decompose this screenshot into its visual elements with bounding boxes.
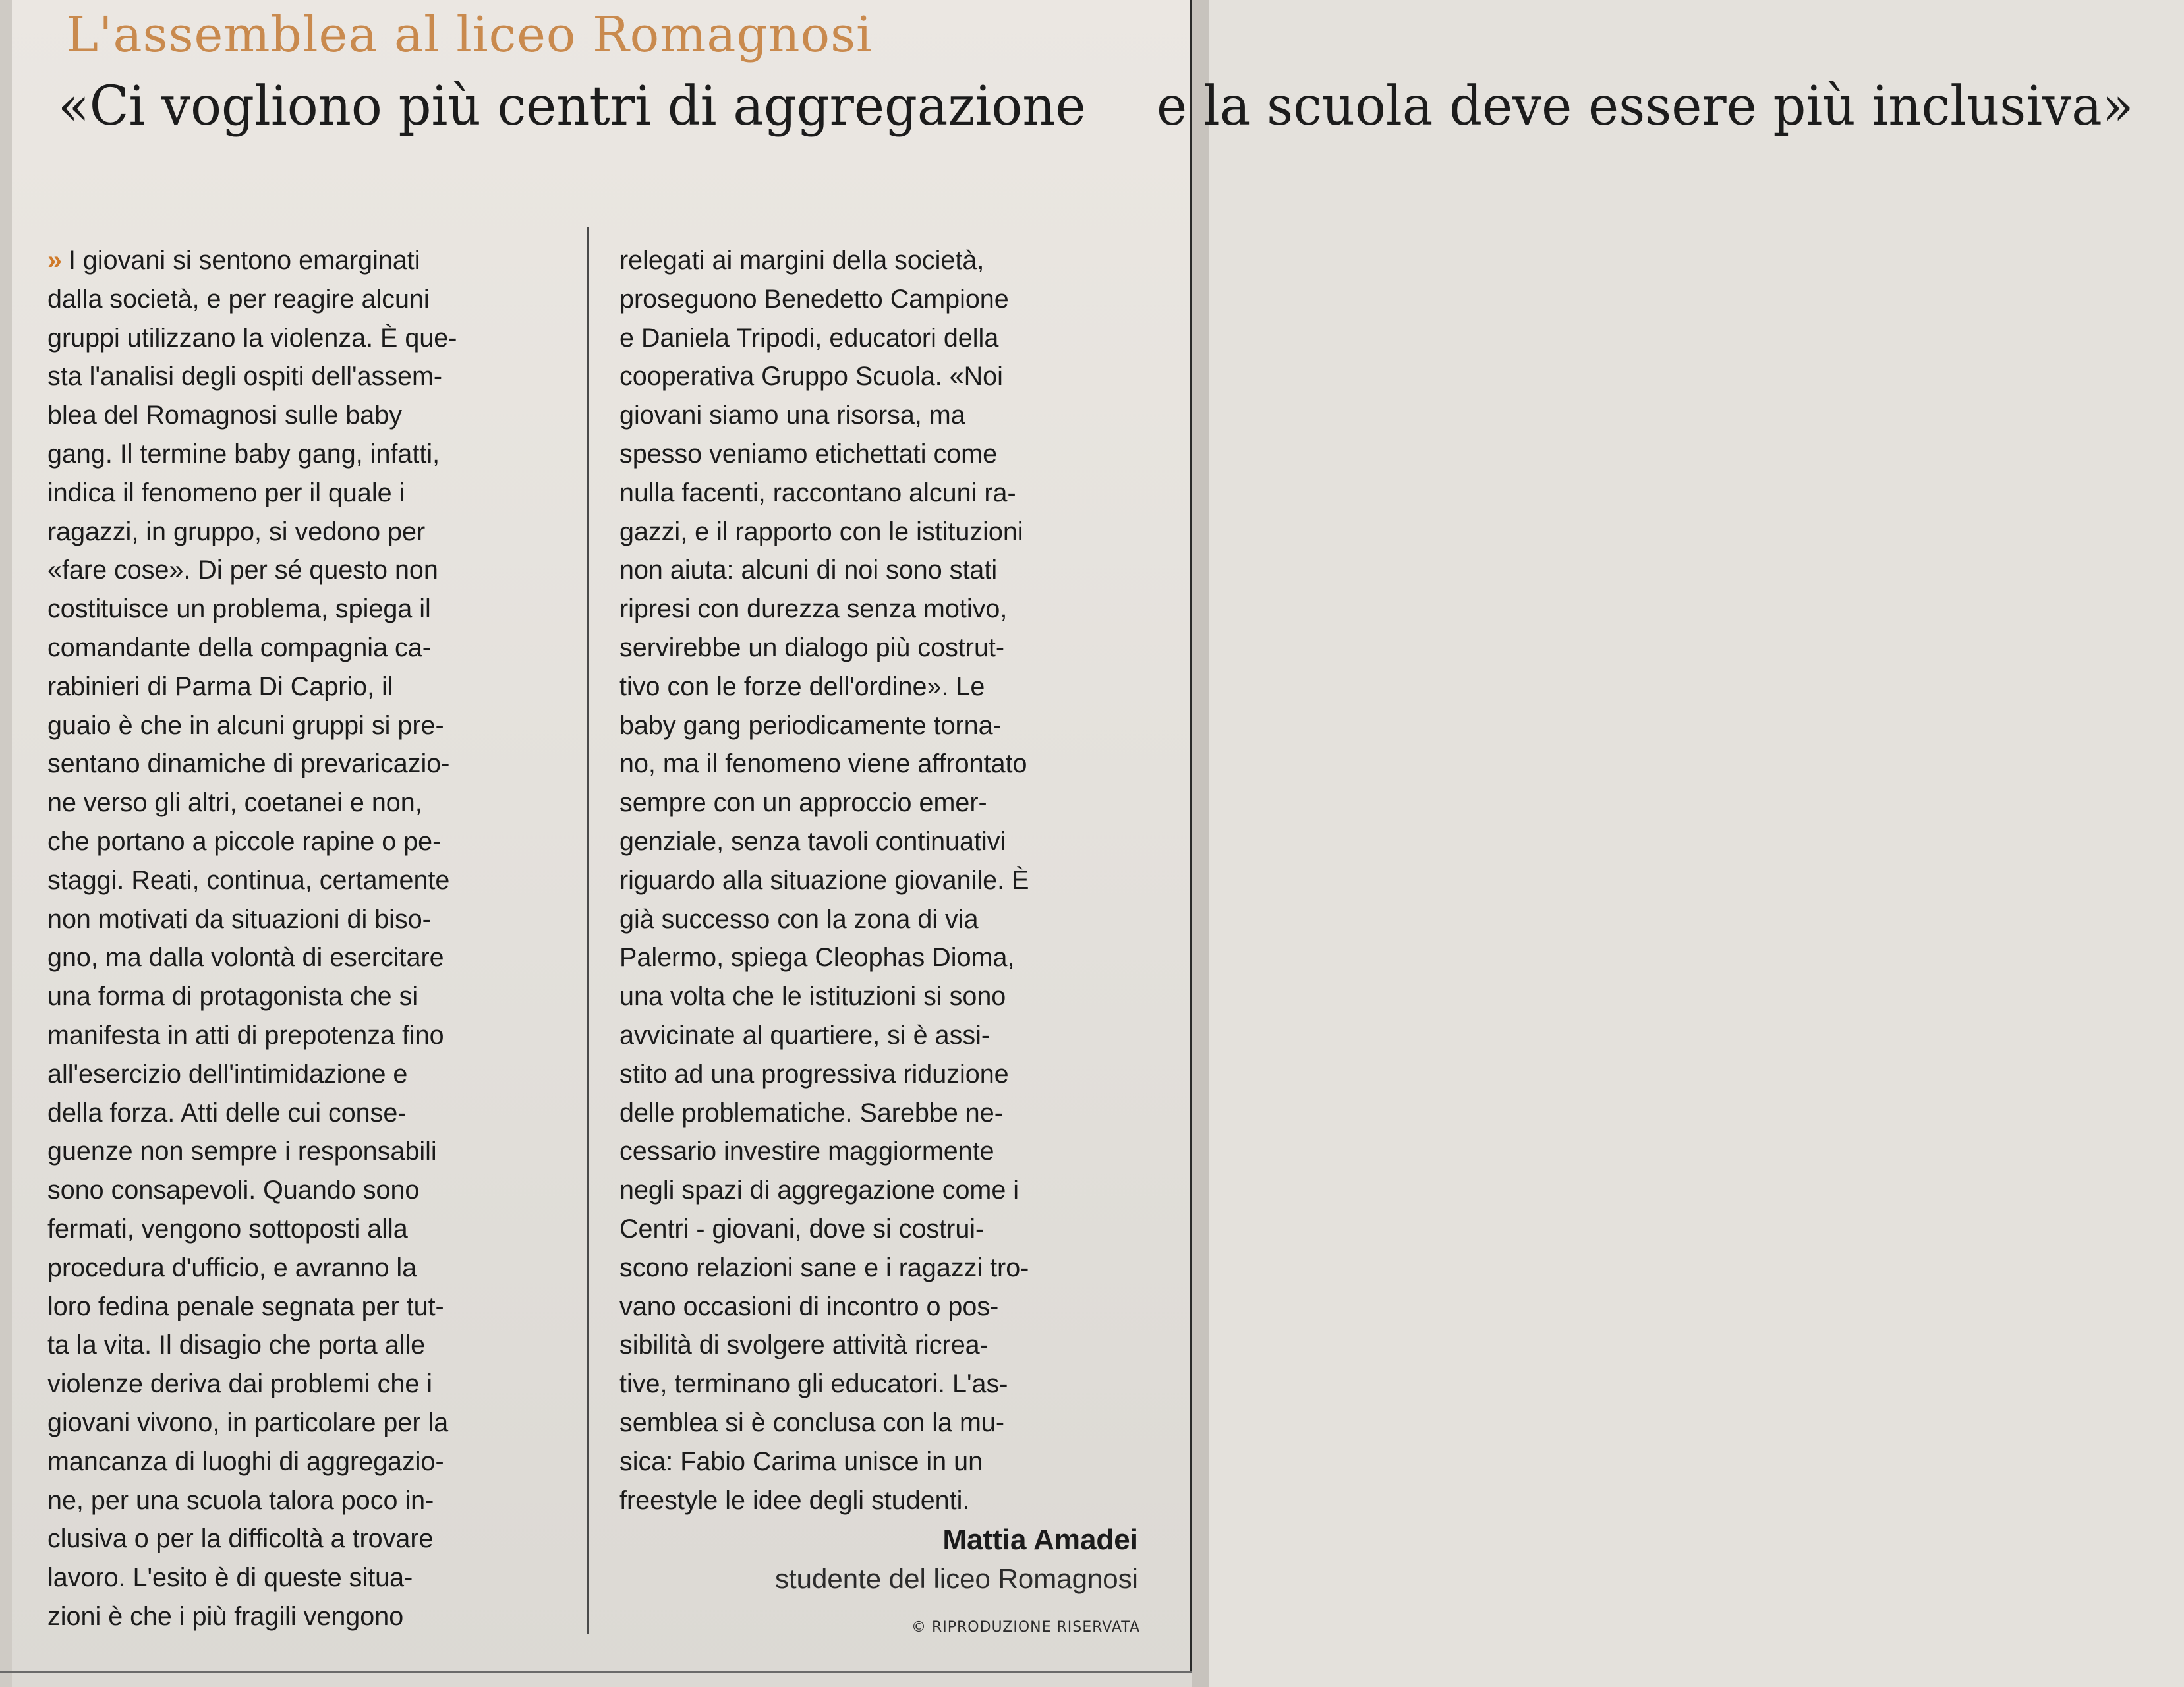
- text-line: ragazzi, in gruppo, si vedono per: [47, 517, 426, 546]
- text-line: sentano dinamiche di prevaricazio-: [47, 749, 450, 779]
- text-line: lavoro. L'esito è di queste situa-: [47, 1563, 413, 1593]
- byline-role: studente del liceo Romagnosi: [774, 1563, 1138, 1594]
- text-line: proseguono Benedetto Campione: [619, 284, 1009, 314]
- text-line: giovani siamo una risorsa, ma: [619, 401, 965, 430]
- text-line: già successo con la zona di via: [619, 904, 979, 934]
- headline-line: e la scuola deve essere più inclusiva»: [1156, 75, 2134, 138]
- text-line: baby gang periodicamente torna-: [619, 710, 1002, 740]
- text-line: fermati, vengono sottoposti alla: [47, 1214, 408, 1244]
- article-column-right: [619, 241, 1029, 1520]
- text-line: mancanza di luoghi di aggregazio-: [47, 1446, 444, 1476]
- text-line: staggi. Reati, continua, certamente: [47, 865, 450, 895]
- text-line: clusiva o per la difficoltà a trovare: [47, 1524, 434, 1554]
- text-line: cooperativa Gruppo Scuola. «Noi: [619, 362, 1003, 391]
- text-line: semblea si è conclusa con la mu-: [619, 1408, 1004, 1437]
- text-line: no, ma il fenomeno viene affrontato: [619, 749, 1027, 779]
- text-line: non motivati da situazioni di biso-: [47, 904, 431, 934]
- text-line: [47, 241, 457, 280]
- text-line: una forma di protagonista che si: [47, 982, 418, 1012]
- text-line: genziale, senza tavoli continuativi: [619, 826, 1006, 856]
- text-line: ta la vita. Il disagio che porta alle: [47, 1330, 426, 1360]
- text-line: nulla facenti, raccontano alcuni ra-: [619, 478, 1016, 507]
- text-line: vano occasioni di incontro o pos-: [619, 1292, 999, 1321]
- article-headline: [58, 72, 2184, 140]
- text-line: zioni è che i più fragili vengono: [47, 1601, 404, 1631]
- text-line: procedura d'ufficio, e avranno la: [47, 1253, 417, 1282]
- text-line: sono consapevoli. Quando sono: [47, 1176, 420, 1205]
- text-line: manifesta in atti di prepotenza fino: [47, 1020, 444, 1050]
- text-line: rabinieri di Parma Di Caprio, il: [47, 672, 393, 701]
- text-line: scono relazioni sane e i ragazzi tro-: [619, 1253, 1029, 1282]
- text-line: freestyle le idee degli studenti.: [619, 1485, 970, 1515]
- text-line: Centri - giovani, dove si costrui-: [619, 1214, 985, 1244]
- article-kicker: L'assemblea al liceo Romagnosi: [66, 7, 873, 63]
- text-line: spesso veniamo etichettati come: [619, 439, 998, 469]
- text-line: che portano a piccole rapine o pe-: [47, 826, 442, 856]
- headline-line: «Ci vogliono più centri di aggregazione: [58, 75, 1086, 138]
- text-line: della forza. Atti delle cui conse-: [47, 1098, 407, 1128]
- text-line: una volta che le istituzioni si sono: [619, 982, 1006, 1012]
- bottom-rule: [0, 1671, 1192, 1673]
- text-line: gno, ma dalla volontà di esercitare: [47, 943, 444, 973]
- text-line: sica: Fabio Carima unisce in un: [619, 1446, 983, 1476]
- text-line: sibilità di svolgere attività ricrea-: [619, 1330, 989, 1360]
- column-divider: [587, 227, 589, 1634]
- text-line: riguardo alla situazione giovanile. È: [619, 865, 1029, 895]
- text-line: ripresi con durezza senza motivo,: [619, 594, 1008, 624]
- text-line: costituisce un problema, spiega il: [47, 594, 431, 624]
- text-line: violenze deriva dai problemi che i: [47, 1369, 433, 1399]
- text-line: sempre con un approccio emer-: [619, 788, 987, 818]
- text-line: all'esercizio dell'intimidazione e: [47, 1059, 408, 1089]
- text-line: negli spazi di aggregazione come i: [619, 1176, 1020, 1205]
- text-line: gang. Il termine baby gang, infatti,: [47, 439, 440, 469]
- byline-author: Mattia Amadei: [942, 1524, 1138, 1556]
- text-line: indica il fenomeno per il quale i: [47, 478, 405, 507]
- text-line: comandante della compagnia ca-: [47, 633, 431, 662]
- text-line: avvicinate al quartiere, si è assi-: [619, 1020, 991, 1050]
- text-line: tivo con le forze dell'ordine». Le: [619, 672, 985, 701]
- text-line: stito ad una progressiva riduzione: [619, 1059, 1009, 1089]
- text-line: delle problematiche. Sarebbe ne-: [619, 1098, 1003, 1128]
- text-line: dalla società, e per reagire alcuni: [47, 284, 430, 314]
- text-line: guenze non sempre i responsabili: [47, 1137, 437, 1166]
- text-line: gruppi utilizzano la violenza. È que-: [47, 323, 457, 353]
- text-line: e Daniela Tripodi, educatori della: [619, 323, 999, 353]
- text-line-content: I giovani si sentono emarginati: [68, 246, 420, 275]
- copyright-notice: © RIPRODUZIONE RISERVATA: [911, 1619, 1140, 1636]
- text-line: «fare cose». Di per sé questo non: [47, 556, 438, 585]
- text-line: blea del Romagnosi sulle baby: [47, 401, 402, 430]
- text-line: sta l'analisi degli ospiti dell'assem-: [47, 362, 443, 391]
- text-line: guaio è che in alcuni gruppi si pre-: [47, 710, 444, 740]
- lead-marker-icon: »: [47, 246, 62, 275]
- text-line: ne verso gli altri, coetanei e non,: [47, 788, 422, 818]
- text-line: tive, terminano gli educatori. L'as-: [619, 1369, 1008, 1399]
- text-line: ne, per una scuola talora poco in-: [47, 1485, 434, 1515]
- text-line: non aiuta: alcuni di noi sono stati: [619, 556, 998, 585]
- text-line: servirebbe un dialogo più costrut-: [619, 633, 1005, 662]
- text-line: gazzi, e il rapporto con le istituzioni: [619, 517, 1023, 546]
- text-line: relegati ai margini della società,: [619, 246, 985, 275]
- text-line: loro fedina penale segnata per tut-: [47, 1292, 444, 1321]
- text-line: cessario investire maggiormente: [619, 1137, 994, 1166]
- page-left-margin: [0, 0, 12, 1687]
- article-column-left: [47, 241, 457, 1636]
- page-right-margin: [1192, 0, 1209, 1687]
- text-line: giovani vivono, in particolare per la: [47, 1408, 449, 1437]
- text-line: Palermo, spiega Cleophas Dioma,: [619, 943, 1015, 973]
